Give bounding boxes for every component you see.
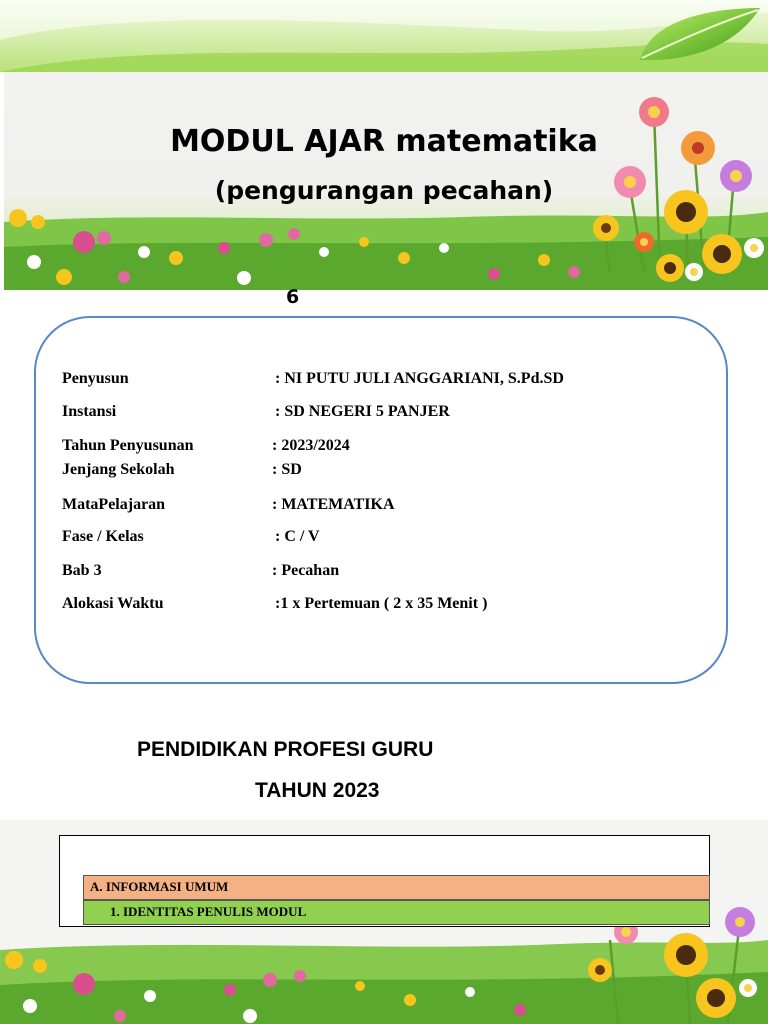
label-tahun-penyusunan: Tahun Penyusunan <box>62 437 194 454</box>
label-instansi: Instansi <box>62 403 117 420</box>
value-penyusun: : NI PUTU JULI ANGGARIANI, S.Pd.SD <box>275 370 564 387</box>
second-page <box>0 820 768 1024</box>
program-title: PENDIDIKAN PROFESI GURU <box>137 738 434 761</box>
leaf-header-decoration <box>0 0 768 72</box>
label-penyusun: Penyusun <box>62 370 129 387</box>
value-tahun-penyusunan: : 2023/2024 <box>272 437 350 454</box>
subsection-identitas-penulis: 1. IDENTITAS PENULIS MODUL <box>83 900 710 925</box>
value-fase-kelas: : C / V <box>275 528 320 545</box>
value-jenjang-sekolah: : SD <box>272 461 302 478</box>
value-instansi: : SD NEGERI 5 PANJER <box>275 403 450 420</box>
stray-number: 6 <box>286 286 300 308</box>
value-alokasi-waktu: :1 x Pertemuan ( 2 x 35 Menit ) <box>275 595 488 612</box>
label-alokasi-waktu: Alokasi Waktu <box>62 595 164 612</box>
module-subtitle: (pengurangan pecahan) <box>214 176 554 205</box>
module-title: MODUL AJAR matematika <box>170 124 598 159</box>
label-mata-pelajaran: MataPelajaran <box>62 496 166 513</box>
label-jenjang-sekolah: Jenjang Sekolah <box>62 461 175 478</box>
value-bab: : Pecahan <box>272 562 340 579</box>
label-bab: Bab 3 <box>62 562 102 579</box>
section-informasi-umum: A. INFORMASI UMUM <box>83 875 710 900</box>
program-year: TAHUN 2023 <box>255 779 380 802</box>
label-fase-kelas: Fase / Kelas <box>62 528 144 545</box>
value-mata-pelajaran: : MATEMATIKA <box>272 496 395 513</box>
